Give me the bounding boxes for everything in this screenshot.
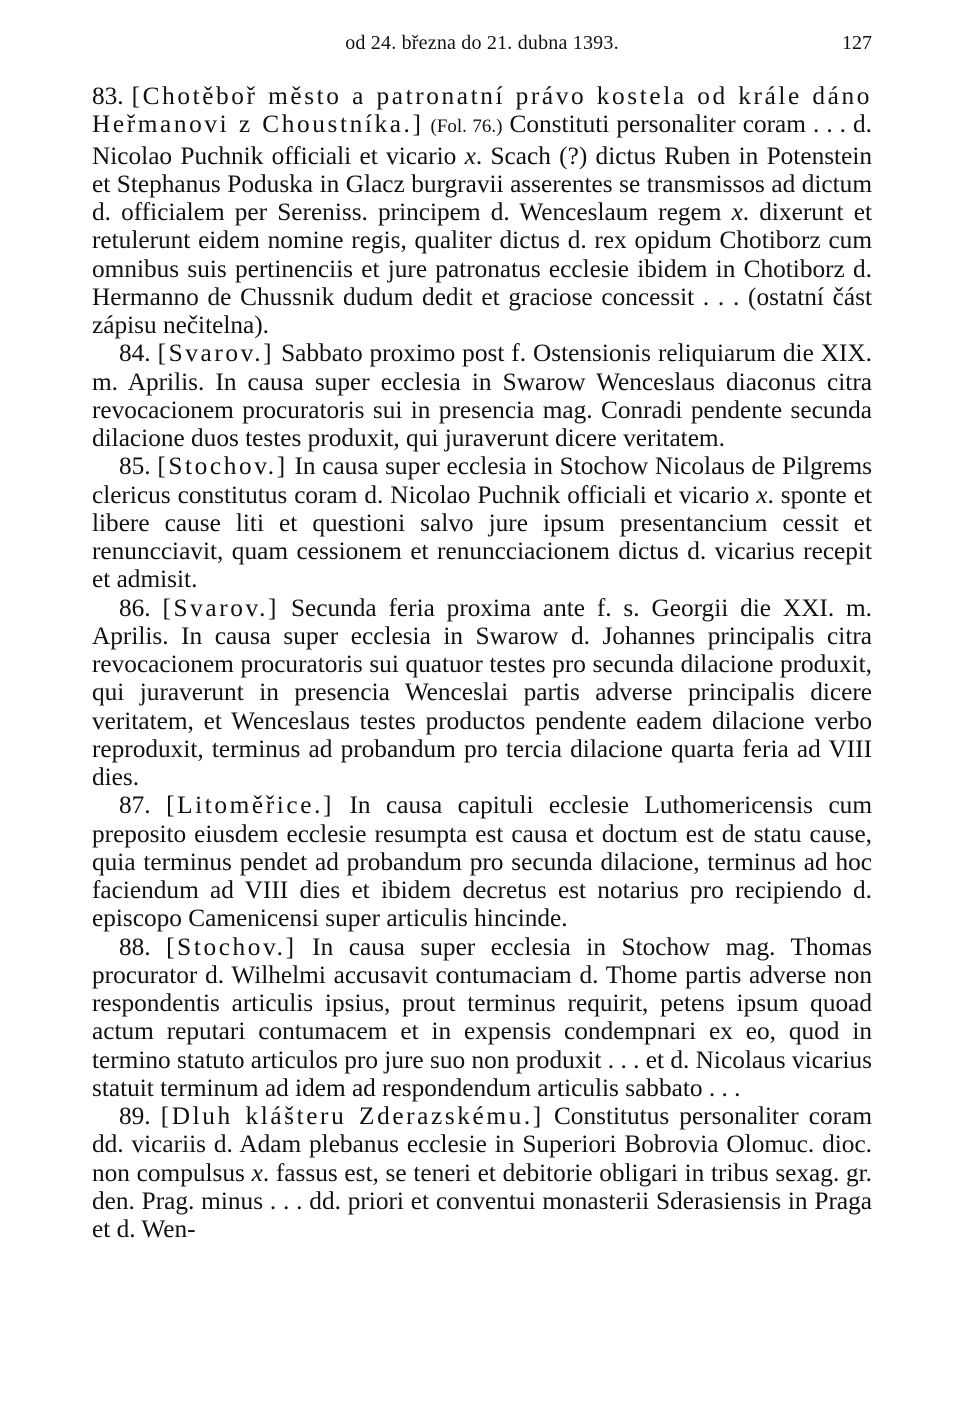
entry-heading: [Svarov.]	[162, 593, 280, 622]
entry-heading: [Dluh klášteru Zderazskému.]	[160, 1102, 544, 1130]
entry-number: 83.	[92, 82, 124, 110]
abbrev-mark: x	[731, 198, 743, 226]
entry-85	[92, 452, 872, 593]
entry-89	[92, 1102, 872, 1243]
document-body	[92, 82, 872, 1243]
entry-heading: [Svarov.]	[157, 339, 275, 368]
entry-83	[92, 82, 872, 339]
entry-number: 88.	[119, 932, 151, 961]
entry-88	[92, 933, 872, 1103]
entry-text: Constituti personaliter coram . . . d. Nicolao Puchnik officiali et vicario	[92, 110, 872, 170]
entry-number: 85.	[119, 452, 151, 481]
entry-number: 86.	[119, 593, 151, 622]
entry-heading: [Chotěboř město a patronatní právo kostela od krále dáno Heřmanovi z Choustníka.]	[92, 82, 872, 139]
entry-text: . dixerunt et retulerunt eidem nomine regis, qualiter dictus d. rex opidum Chotiborz cum omnibus suis pertinenciis et jure patronatus ecclesie ibidem in Chotiborz d. Hermanno de Chussnik dudum dedit et graciose concessit . . . (ostatní část zápisu nečitelna).	[92, 198, 872, 339]
page-number: 127	[842, 32, 872, 54]
entry-number: 84.	[119, 339, 151, 368]
entry-86	[92, 594, 872, 792]
entry-text: . Scach (?) dictus Ruben in Potenstein et Stephanus Poduska in Glacz burgravii asserentes se transmissos ad dictum d. officialem per Sereniss. principem d. Wenceslaum regem	[92, 141, 872, 226]
entry-text: Constitutus personaliter coram dd. vicariis d. Adam plebanus ecclesie in Superiori Bobrovia Olomuc. dioc. non compulsus	[92, 1102, 873, 1187]
entry-text: In causa super ecclesia in Stochow mag. Thomas procurator d. Wilhelmi accusavit contumaciam d. Thome partis adverse non respondentis articulis ipsius, prout terminus requirit, petens ipsum quoad actum reputari contumacem et in expensis condempnari ex eo, quod in termino statuto articulos pro jure suo non produxit . . . et d. Nicolaus vicarius statuit terminum ad idem ad respondendum articulis sabbato . . .	[92, 932, 873, 1102]
entry-text: In causa capituli ecclesie Luthomericensis cum preposito eiusdem ecclesie resumpta est causa et doctum est de statu cause, quia terminus pendet ad probandum pro secunda dilacione, terminus ad hoc faciendum ad VIII dies et ibidem decretus est notarius pro recipiendo d. episcopo Camenicensi super articulis hincinde.	[92, 791, 873, 933]
entry-text: . sponte et libere cause liti et questioni salvo jure ipsum presentancium cessit et renuncciavit, quam cessionem et renuncciacionem dictus d. vicarius recepit et admisit.	[92, 480, 873, 594]
entry-text: Secunda feria proxima ante f. s. Georgii die XXI. m. Aprilis. In causa super ecclesia in Swarow d. Johannes principalis citra revocacionem procuratoris sui quatuor testes pro secunda dilacione produxit, qui juraverunt in presencia Wenceslai partis adverse principalis dicere veritatem, et Wenceslaus testes productos pendente eadem dilacione verbo reproduxit, terminus ad probandum pro tercia dilacione quarta feria ad VIII dies.	[92, 593, 873, 791]
entry-87	[92, 791, 872, 932]
abbrev-mark: x	[756, 480, 768, 509]
folio-reference: (Fol. 76.)	[430, 116, 503, 138]
entry-text: . fassus est, se teneri et debitorie obligari in tribus sexag. gr. den. Prag. minus . . . dd. priori et conventui monasterii Sderasiensis in Praga et d. Wen-	[92, 1158, 872, 1243]
entry-text: In causa super ecclesia in Stochow Nicolaus de Pilgrems clericus constitutus coram d. Nicolao Puchnik officiali et vicario	[92, 452, 872, 509]
abbrev-mark: x	[464, 141, 476, 170]
entry-text: Sabbato proximo post f. Ostensionis reliquiarum die XIX. m. Aprilis. In causa super ecclesia in Swarow Wenceslaus diaconus citra revocacionem procuratoris sui in presencia mag. Conradi pendente secunda dilacione duos testes produxit, qui juraverunt dicere veritatem.	[92, 339, 873, 452]
entry-84	[92, 339, 872, 452]
entry-heading: [Litoměřice.]	[166, 791, 335, 820]
entry-number: 87.	[119, 791, 151, 820]
running-header	[92, 28, 872, 58]
entry-number: 89.	[119, 1102, 151, 1130]
entry-heading: [Stochov.]	[166, 932, 297, 961]
abbrev-mark: x	[251, 1158, 263, 1187]
running-title: od 24. března do 21. dubna 1393.	[345, 32, 619, 54]
entry-heading: [Stochov.]	[157, 452, 288, 481]
